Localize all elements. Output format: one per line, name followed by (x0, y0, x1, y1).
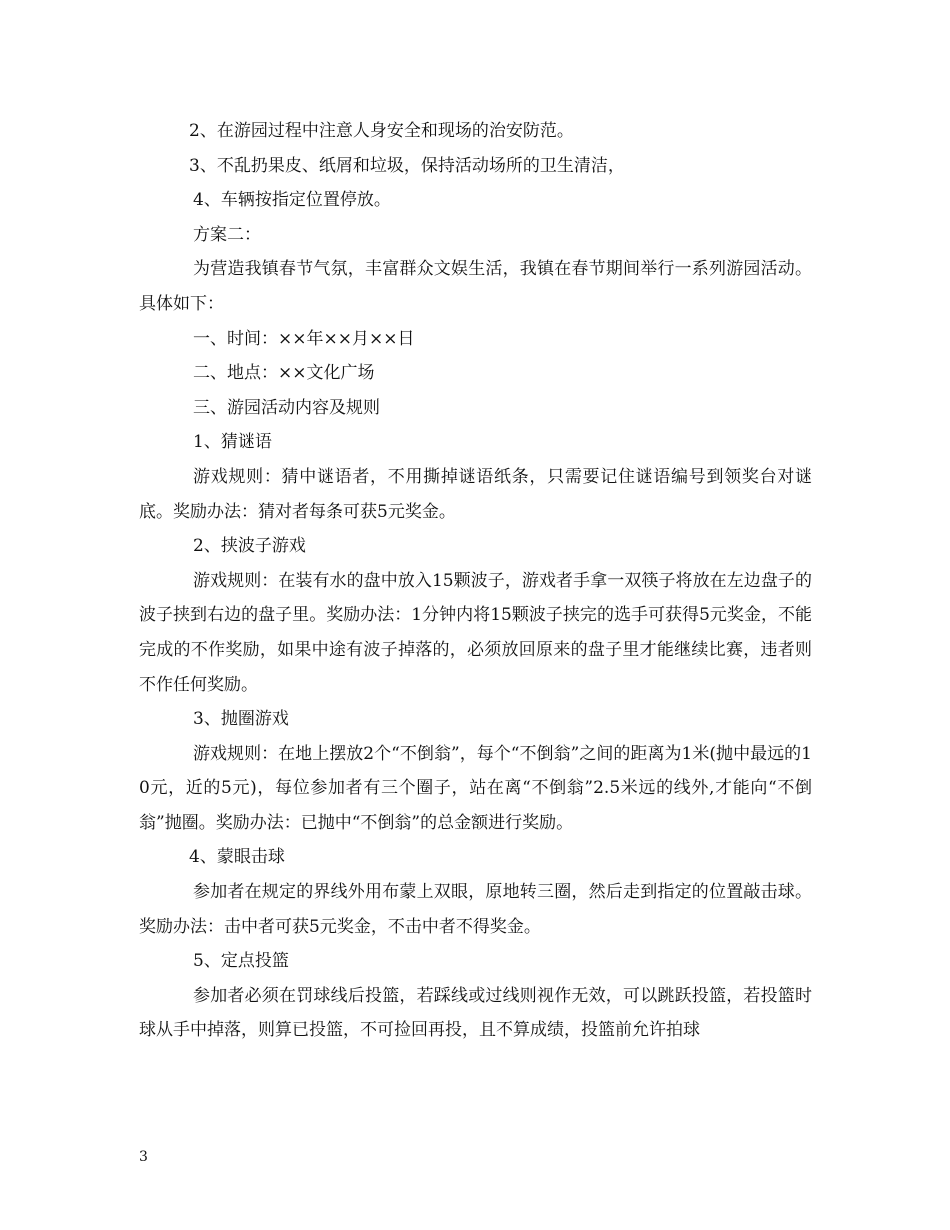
document-body (139, 114, 812, 1048)
page-number: 3 (139, 1149, 148, 1165)
activity-ring-toss-heading: 3、抛圈游戏 (193, 709, 289, 730)
section-activities-heading: 三、游园活动内容及规则 (193, 397, 380, 418)
activity-basketball-heading: 5、定点投篮 (193, 951, 289, 972)
plan-two-heading: 方案二： (193, 224, 261, 245)
section-time: 一、时间：××年××月××日 (193, 328, 415, 349)
activity-blindfold-rules: 参加者在规定的界线外用布蒙上双眼，原地转三圈，然后走到指定的位置敲击球。奖励办法：击中者可获5元奖金，不击中者不得奖金。 (139, 882, 812, 937)
plan-two-intro: 为营造我镇春节气氛，丰富群众文娱生活，我镇在春节期间举行一系列游园活动。具体如下： (139, 259, 812, 314)
activity-basketball-rules: 参加者必须在罚球线后投篮，若踩线或过线则视作无效，可以跳跃投篮，若投篮时球从手中掉落，则算已投篮，不可捡回再投，且不算成绩，投篮前允许拍球 (139, 985, 812, 1041)
paragraph-rule-4: 4、车辆按指定位置停放。 (193, 190, 391, 211)
section-location: 二、地点：××文化广场 (193, 363, 375, 384)
paragraph-rule-2: 2、在游园过程中注意人身安全和现场的治安防范。 (189, 121, 574, 141)
activity-marbles-heading: 2、挟波子游戏 (193, 536, 306, 557)
activity-riddles-heading: 1、猜谜语 (193, 432, 272, 453)
paragraph-rule-3: 3、不乱扔果皮、纸屑和垃圾，保持活动场所的卫生清洁， (189, 155, 625, 176)
activity-ring-toss-rules: 游戏规则：在地上摆放2个“不倒翁”，每个“不倒翁”之间的距离为1米(抛中最远的10元，近的5元)，每位参加者有三个圈子，站在离“不倒翁”2.5米远的线外,才能向“不倒翁”抛圈。奖励办法：已抛中“不倒翁”的总金额进行奖励。 (139, 743, 812, 833)
activity-riddles-rules: 游戏规则：猜中谜语者，不用撕掉谜语纸条，只需要记住谜语编号到领奖台对谜底。奖励办法：猜对者每条可获5元奖金。 (139, 466, 812, 522)
activity-marbles-rules: 游戏规则：在装有水的盘中放入15颗波子，游戏者手拿一双筷子将放在左边盘子的波子挟到右边的盘子里。奖励办法：1分钟内将15颗波子挟完的选手可获得5元奖金，不能完成的不作奖励，如果中途有波子掉落的，必须放回原来的盘子里才能继续比赛，违者则不作任何奖励。 (139, 570, 812, 695)
activity-blindfold-heading: 4、蒙眼击球 (189, 847, 285, 868)
